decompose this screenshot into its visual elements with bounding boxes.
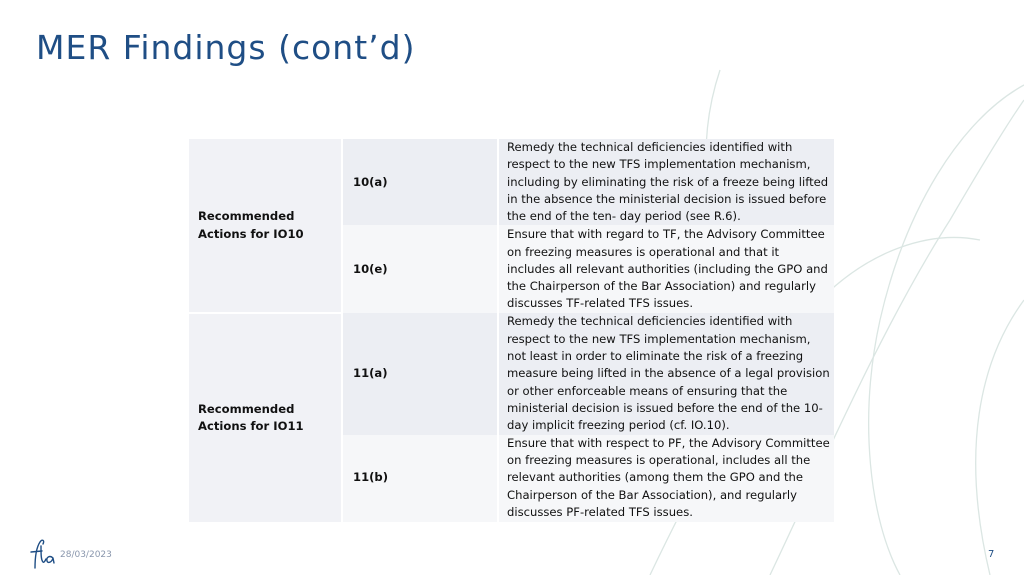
- page-number: 7: [988, 549, 995, 560]
- table-row: [189, 313, 834, 434]
- row-text: Ensure that with regard to TF, the Advisory Committee on freezing measures is operational and that it includes all relevant authorities (including the GPO and the Chairperson of the Bar Association) and regularly discusses TF-related TFS issues.: [498, 225, 834, 313]
- row-code: 10(e): [342, 225, 498, 313]
- row-text: Remedy the technical deficiencies identified with respect to the new TFS implementation mechanism, not least in order to eliminate the risk of a freezing measure being lifted in the absence of a legal provision or other enforceable means of ensuring that the ministerial decision is issued before the end of the 10-day implicit freezing period (cf. IO.10).: [498, 313, 834, 434]
- table-row: [189, 139, 834, 225]
- section-label-io10: Recommended Actions for IO10: [189, 139, 342, 313]
- row-code: 11(b): [342, 435, 498, 522]
- row-text: Remedy the technical deficiencies identified with respect to the new TFS implementation mechanism, including by eliminating the risk of a freeze being lifted in the absence the ministerial decision is issued before the end of the ten- day period (see R.6).: [498, 139, 834, 225]
- row-text: Ensure that with respect to PF, the Advisory Committee on freezing measures is operational, includes all the relevant authorities (among them the GPO and the Chairperson of the Bar Association), and regularly discusses PF-related TFS issues.: [498, 435, 834, 522]
- row-code: 10(a): [342, 139, 498, 225]
- footer-date: 28/03/2023: [60, 550, 112, 560]
- fta-logo-icon: [27, 538, 57, 570]
- slide-title: MER Findings (cont’d): [36, 28, 416, 67]
- section-label-io11: Recommended Actions for IO11: [189, 313, 342, 521]
- findings-table: [189, 139, 834, 522]
- row-code: 11(a): [342, 313, 498, 434]
